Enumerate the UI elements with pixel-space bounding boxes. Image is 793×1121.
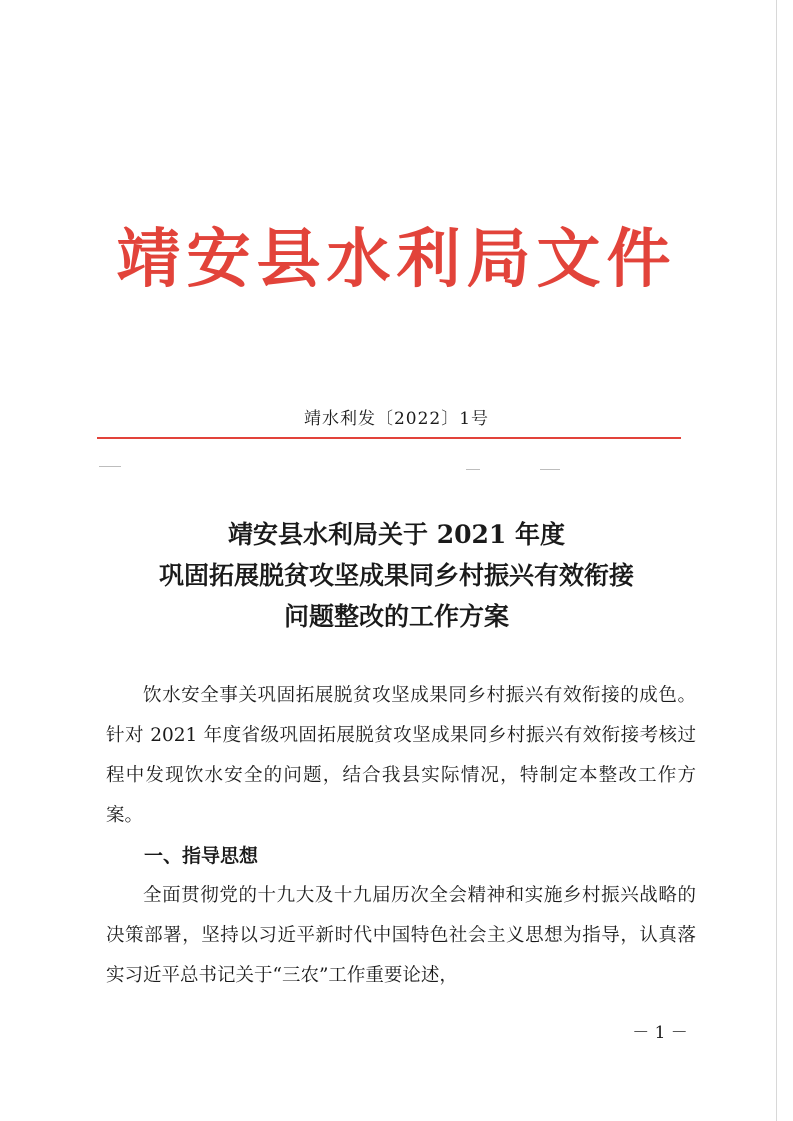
scan-artifact bbox=[466, 469, 480, 470]
title-line-2: 巩固拓展脱贫攻坚成果同乡村振兴有效衔接 bbox=[158, 561, 634, 590]
page-number: － 1 － bbox=[632, 1023, 688, 1043]
letterhead-title: 靖安县水利局文件 bbox=[116, 222, 677, 297]
scan-artifact bbox=[540, 469, 560, 470]
body-paragraph-2: 全面贯彻党的十九大及十九届历次全会精神和实施乡村振兴战略的决策部署，坚持以习近平新时代中国特色社会主义思想为指导，认真落实习近平总书记关于“三农”工作重要论述， bbox=[106, 885, 696, 986]
document-title bbox=[0, 514, 793, 637]
body-paragraph-1: 饮水安全事关巩固拓展脱贫攻坚成果同乡村振兴有效衔接的成色。针对 2021 年度省级巩固拓展脱贫攻坚成果同乡村振兴有效衔接考核过程中发现饮水安全的问题，结合我县实际情况，特制定本整改工作方案。 bbox=[106, 685, 696, 826]
section-heading-1: 一、指导思想 bbox=[144, 845, 259, 867]
red-divider-line bbox=[97, 437, 681, 439]
scan-edge-line bbox=[776, 0, 777, 1121]
document-number: 靖水利发〔2022〕1号 bbox=[303, 409, 490, 429]
title-line-3: 问题整改的工作方案 bbox=[283, 602, 509, 631]
title-line-1: 靖安县水利局关于 2021 年度 bbox=[228, 520, 565, 549]
scan-artifact bbox=[99, 466, 121, 467]
document-body bbox=[106, 676, 696, 996]
